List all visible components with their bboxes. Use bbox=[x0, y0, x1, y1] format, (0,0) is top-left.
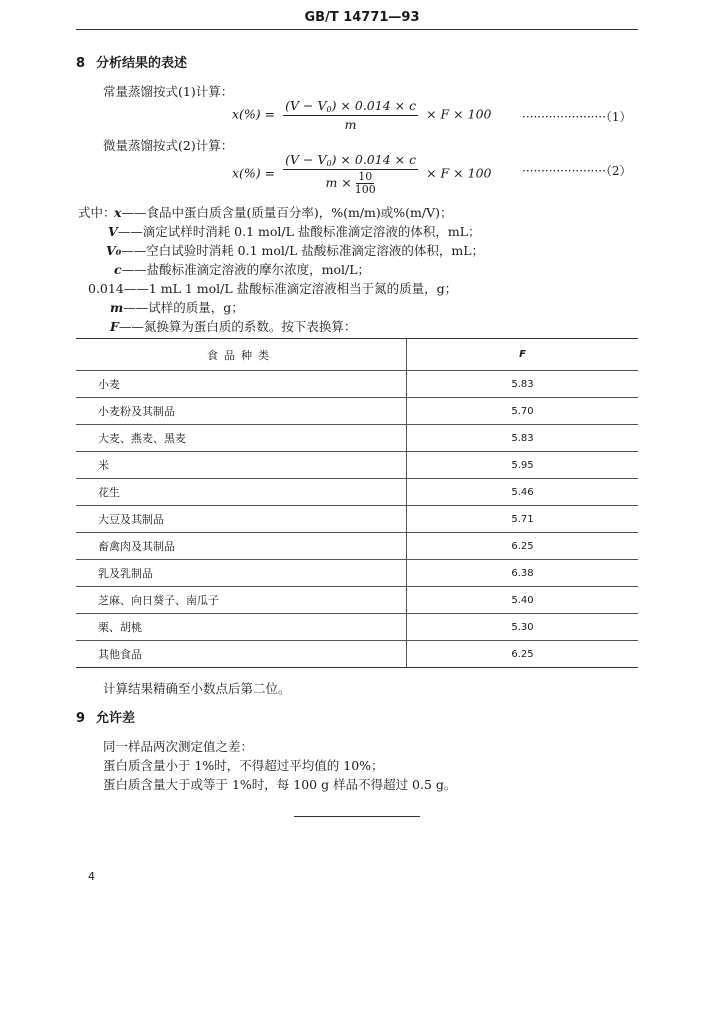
small-fraction-numerator: 10 bbox=[358, 170, 373, 183]
table-cell-food: 栗、胡桃 bbox=[76, 614, 407, 641]
definition-text: ——滴定试样时消耗 0.1 mol/L 盐酸标准滴定溶液的体积，mL； bbox=[117, 224, 481, 239]
end-of-text-rule bbox=[294, 816, 420, 817]
table-row bbox=[76, 371, 638, 398]
conversion-factor-table bbox=[76, 338, 638, 668]
section-9-line-3: 蛋白质含量大于或等于 1%时，每 100 g 样品不得超过 0.5 g。 bbox=[103, 777, 457, 792]
table-cell-food: 芝麻、向日葵子、南瓜子 bbox=[76, 587, 407, 614]
numerator-subscript: 0 bbox=[326, 159, 332, 168]
formula-1-rhs: × F × 100 bbox=[426, 106, 492, 122]
table-row bbox=[76, 398, 638, 425]
table-cell-value: 6.25 bbox=[407, 641, 639, 668]
definition-c bbox=[114, 260, 370, 278]
numerator-part-b: ) × 0.014 × c bbox=[331, 98, 417, 113]
section-8-title: 分析结果的表述 bbox=[96, 56, 188, 71]
formula-1 bbox=[232, 98, 491, 132]
symbol-v0: V₀ bbox=[106, 243, 122, 258]
formula-2-fraction bbox=[283, 152, 418, 196]
equation-1-number: ······················（1） bbox=[522, 110, 632, 124]
symbol-v: V bbox=[108, 224, 118, 239]
table-cell-value: 6.25 bbox=[407, 533, 639, 560]
table-row bbox=[76, 560, 638, 587]
denominator-small-fraction bbox=[355, 171, 376, 196]
table-cell-value: 5.83 bbox=[407, 371, 639, 398]
formula-1-numerator bbox=[283, 98, 418, 116]
page-number: 4 bbox=[88, 870, 95, 883]
definition-text: ——空白试验时消耗 0.1 mol/L 盐酸标准滴定溶液的体积，mL； bbox=[121, 243, 485, 258]
table-cell-value: 5.71 bbox=[407, 506, 639, 533]
symbol-x: x bbox=[114, 205, 122, 220]
definition-f bbox=[110, 317, 356, 335]
definition-x bbox=[114, 203, 452, 221]
table-row bbox=[76, 641, 638, 668]
table-row bbox=[76, 506, 638, 533]
formula-2-rhs: × F × 100 bbox=[426, 165, 492, 181]
formula-2-denominator bbox=[325, 170, 375, 196]
table-cell-value: 5.46 bbox=[407, 479, 639, 506]
table-cell-food: 其他食品 bbox=[76, 641, 407, 668]
definition-text: ——1 mL 1 mol/L 盐酸标准滴定溶液相当于氮的质量，g； bbox=[123, 281, 458, 296]
section-9-line-1: 同一样品两次测定值之差： bbox=[103, 739, 254, 754]
formula-1-denominator: m bbox=[344, 117, 357, 132]
symbol-m: m bbox=[110, 300, 124, 315]
table-header-food: 食品种类 bbox=[76, 339, 407, 371]
table-cell-food: 小麦粉及其制品 bbox=[76, 398, 407, 425]
table-cell-food: 小麦 bbox=[76, 371, 407, 398]
definition-text: ——食品中蛋白质含量(质量百分率)，%(m/m)或%(m/V)； bbox=[121, 205, 453, 220]
table-cell-value: 5.30 bbox=[407, 614, 639, 641]
definition-v0 bbox=[106, 241, 484, 259]
section-9-line-2: 蛋白质含量小于 1%时，不得超过平均值的 10%； bbox=[103, 758, 384, 773]
table-cell-food: 花生 bbox=[76, 479, 407, 506]
table-cell-value: 6.38 bbox=[407, 560, 639, 587]
table-header-value: F bbox=[407, 339, 639, 371]
symbol-0014: 0.014 bbox=[88, 281, 124, 296]
numerator-subscript: 0 bbox=[326, 105, 332, 114]
numerator-part-b: ) × 0.014 × c bbox=[331, 152, 417, 167]
table-row bbox=[76, 533, 638, 560]
table-cell-food: 大麦、燕麦、黑麦 bbox=[76, 425, 407, 452]
formula2-intro: 微量蒸馏按式(2)计算： bbox=[103, 138, 234, 153]
symbol-f: F bbox=[110, 319, 119, 334]
table-row bbox=[76, 452, 638, 479]
equation-2-number: ······················（2） bbox=[522, 164, 632, 178]
definition-text: ——氮换算为蛋白质的系数。按下表换算： bbox=[118, 319, 357, 334]
numerator-part-a: (V − V bbox=[285, 152, 327, 167]
table-cell-food: 大豆及其制品 bbox=[76, 506, 407, 533]
section-9-heading bbox=[76, 707, 135, 726]
formula-2 bbox=[232, 152, 491, 196]
precision-note: 计算结果精确至小数点后第二位。 bbox=[103, 681, 291, 696]
table-cell-food: 米 bbox=[76, 452, 407, 479]
definition-0014 bbox=[88, 279, 457, 297]
table-cell-value: 5.70 bbox=[407, 398, 639, 425]
table-row bbox=[76, 587, 638, 614]
formula-1-lhs: x(%) = bbox=[232, 106, 276, 122]
symbol-c: c bbox=[114, 262, 122, 277]
section-9-number: 9 bbox=[76, 711, 86, 726]
section-8-number: 8 bbox=[76, 56, 86, 71]
formula1-intro: 常量蒸馏按式(1)计算： bbox=[103, 84, 234, 99]
denominator-prefix: m × bbox=[325, 175, 352, 190]
numerator-part-a: (V − V bbox=[285, 98, 327, 113]
table-cell-value: 5.83 bbox=[407, 425, 639, 452]
page-header-standard-code: GB/T 14771—93 bbox=[304, 10, 420, 25]
table-header-row bbox=[76, 339, 638, 371]
definition-text: ——盐酸标准滴定溶液的摩尔浓度，mol/L； bbox=[121, 262, 371, 277]
table-cell-food: 畜禽肉及其制品 bbox=[76, 533, 407, 560]
definition-v bbox=[108, 222, 481, 240]
formula-1-fraction bbox=[283, 98, 418, 132]
table-row bbox=[76, 479, 638, 506]
where-prefix: 式中： bbox=[78, 205, 116, 220]
definition-m bbox=[110, 298, 244, 316]
table-row bbox=[76, 614, 638, 641]
formula-2-lhs: x(%) = bbox=[232, 165, 276, 181]
header-rule bbox=[76, 29, 638, 30]
table-row bbox=[76, 425, 638, 452]
section-9-title: 允许差 bbox=[96, 711, 136, 726]
formula-2-numerator bbox=[283, 152, 418, 170]
definition-text: ——试样的质量，g； bbox=[123, 300, 244, 315]
table-cell-food: 乳及乳制品 bbox=[76, 560, 407, 587]
table-cell-value: 5.40 bbox=[407, 587, 639, 614]
section-8-heading bbox=[76, 52, 187, 71]
small-fraction-denominator: 100 bbox=[354, 183, 376, 196]
table-cell-value: 5.95 bbox=[407, 452, 639, 479]
